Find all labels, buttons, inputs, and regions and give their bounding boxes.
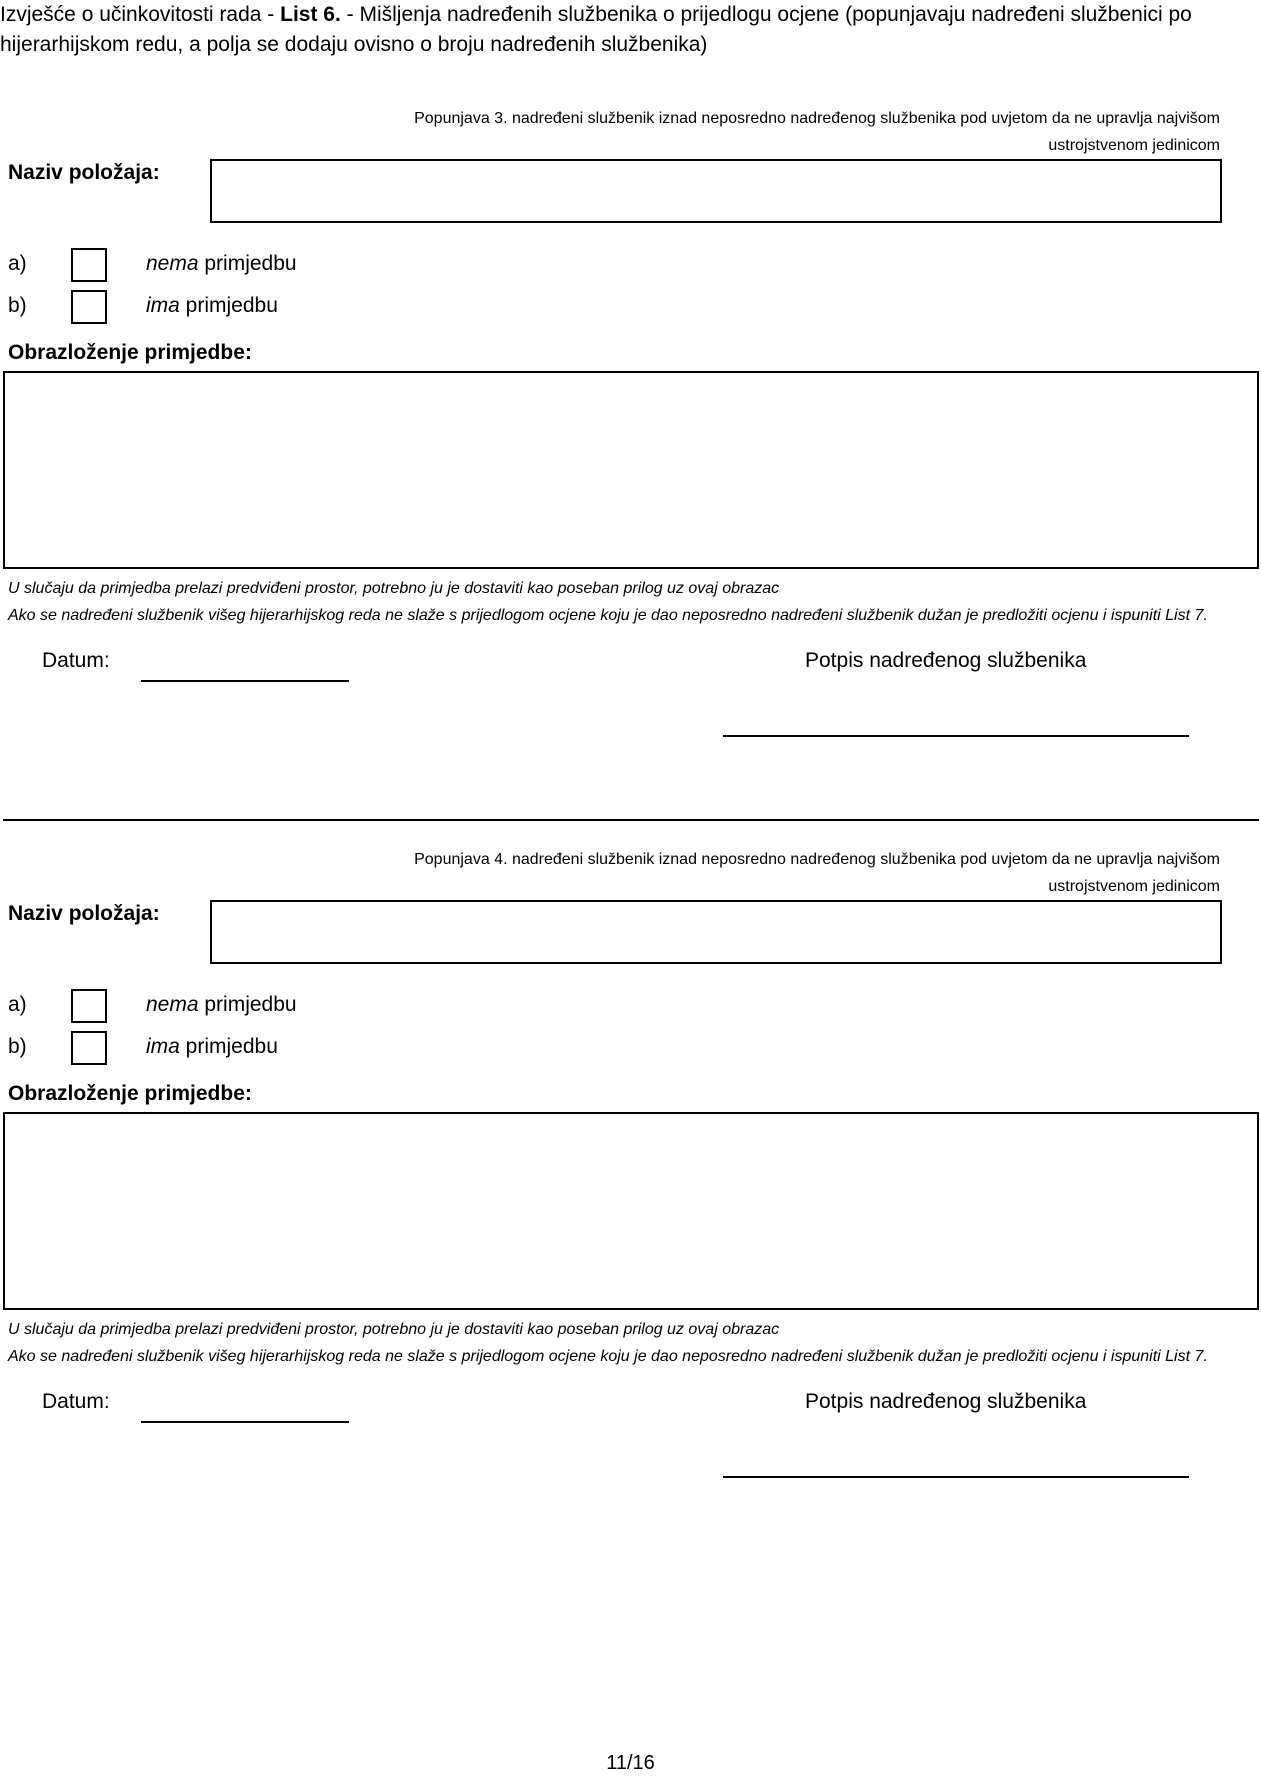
- section-instruction-line1: Popunjava 3. nadređeni službenik iznad neposredno nadređenog službenika pod uvjetom da ne upravlja najvišom: [414, 110, 1220, 127]
- space-note: U slučaju da primjedba prelazi predviđeni prostor, potrebno ju je dostaviti kao poseban prilog uz ovaj obrazac: [8, 580, 780, 597]
- section-instruction: [290, 846, 1220, 900]
- option-keyword: ima: [146, 294, 180, 317]
- signature-field[interactable]: [723, 735, 1189, 737]
- option-keyword: ima: [146, 1035, 180, 1058]
- option-text: primjedbu: [198, 252, 297, 275]
- date-label: Datum:: [42, 649, 110, 672]
- option-label: [146, 993, 297, 1017]
- date-field[interactable]: [141, 1421, 349, 1423]
- remark-explanation-field[interactable]: [3, 1112, 1259, 1310]
- option-text: primjedbu: [179, 1035, 278, 1058]
- header-suffix: - Mišljenja nadređenih službenika o prijedlogu ocjene (popunjavaju nadređeni službenici po hijerarhijskom redu, a polja se dodaju ovisno o broju nadređenih službenika): [0, 3, 1192, 56]
- date-field[interactable]: [141, 680, 349, 682]
- remark-explanation-label: Obrazloženje primjedbe:: [8, 1082, 252, 1105]
- section-instruction-line1: Popunjava 4. nadređeni službenik iznad neposredno nadređenog službenika pod uvjetom da ne upravlja najvišom: [414, 851, 1220, 868]
- option-letter: b): [8, 294, 27, 317]
- header-prefix: Izvješće o učinkovitosti rada -: [0, 3, 281, 26]
- option-label: [146, 252, 297, 276]
- option-keyword: nema: [146, 252, 199, 275]
- no-remark-checkbox[interactable]: [71, 989, 107, 1023]
- position-title-label: Naziv položaja:: [8, 902, 160, 925]
- page-header: [0, 0, 1258, 60]
- option-text: primjedbu: [179, 294, 278, 317]
- position-title-label: Naziv položaja:: [8, 161, 160, 184]
- option-label: [146, 294, 278, 318]
- header-list-label: List 6.: [280, 3, 341, 26]
- superior-opinion-section-4: [0, 846, 1261, 1526]
- space-note: U slučaju da primjedba prelazi predviđeni prostor, potrebno ju je dostaviti kao poseban prilog uz ovaj obrazac: [8, 1321, 780, 1338]
- remark-explanation-field[interactable]: [3, 371, 1259, 569]
- position-title-field[interactable]: [210, 900, 1222, 964]
- section-instruction-line2: ustrojstvenom jedinicom: [1048, 137, 1220, 154]
- section-instruction: [290, 105, 1220, 159]
- has-remark-checkbox[interactable]: [71, 290, 107, 324]
- no-remark-checkbox[interactable]: [71, 248, 107, 282]
- signature-label: Potpis nadređenog službenika: [805, 649, 1087, 672]
- has-remark-checkbox[interactable]: [71, 1031, 107, 1065]
- option-letter: a): [8, 993, 27, 1016]
- remark-explanation-label: Obrazloženje primjedbe:: [8, 341, 252, 364]
- position-title-field[interactable]: [210, 159, 1222, 223]
- signature-field[interactable]: [723, 1476, 1189, 1478]
- signature-label: Potpis nadređenog službenika: [805, 1390, 1087, 1413]
- section-instruction-line2: ustrojstvenom jedinicom: [1048, 878, 1220, 895]
- date-label: Datum:: [42, 1390, 110, 1413]
- option-text: primjedbu: [198, 993, 297, 1016]
- option-keyword: nema: [146, 993, 199, 1016]
- superior-opinion-section-3: [0, 105, 1261, 785]
- disagreement-note: Ako se nadređeni službenik višeg hijerarhijskog reda ne slaže s prijedlogom ocjene koju je dao neposredno nadređeni službenik dužan je predložiti ocjenu i ispuniti List 7.: [8, 1348, 1208, 1365]
- option-letter: b): [8, 1035, 27, 1058]
- option-letter: a): [8, 252, 27, 275]
- page-number: 11/16: [606, 1752, 655, 1774]
- section-divider: [3, 819, 1259, 821]
- option-label: [146, 1035, 278, 1059]
- disagreement-note: Ako se nadređeni službenik višeg hijerarhijskog reda ne slaže s prijedlogom ocjene koju je dao neposredno nadređeni službenik dužan je predložiti ocjenu i ispuniti List 7.: [8, 607, 1208, 624]
